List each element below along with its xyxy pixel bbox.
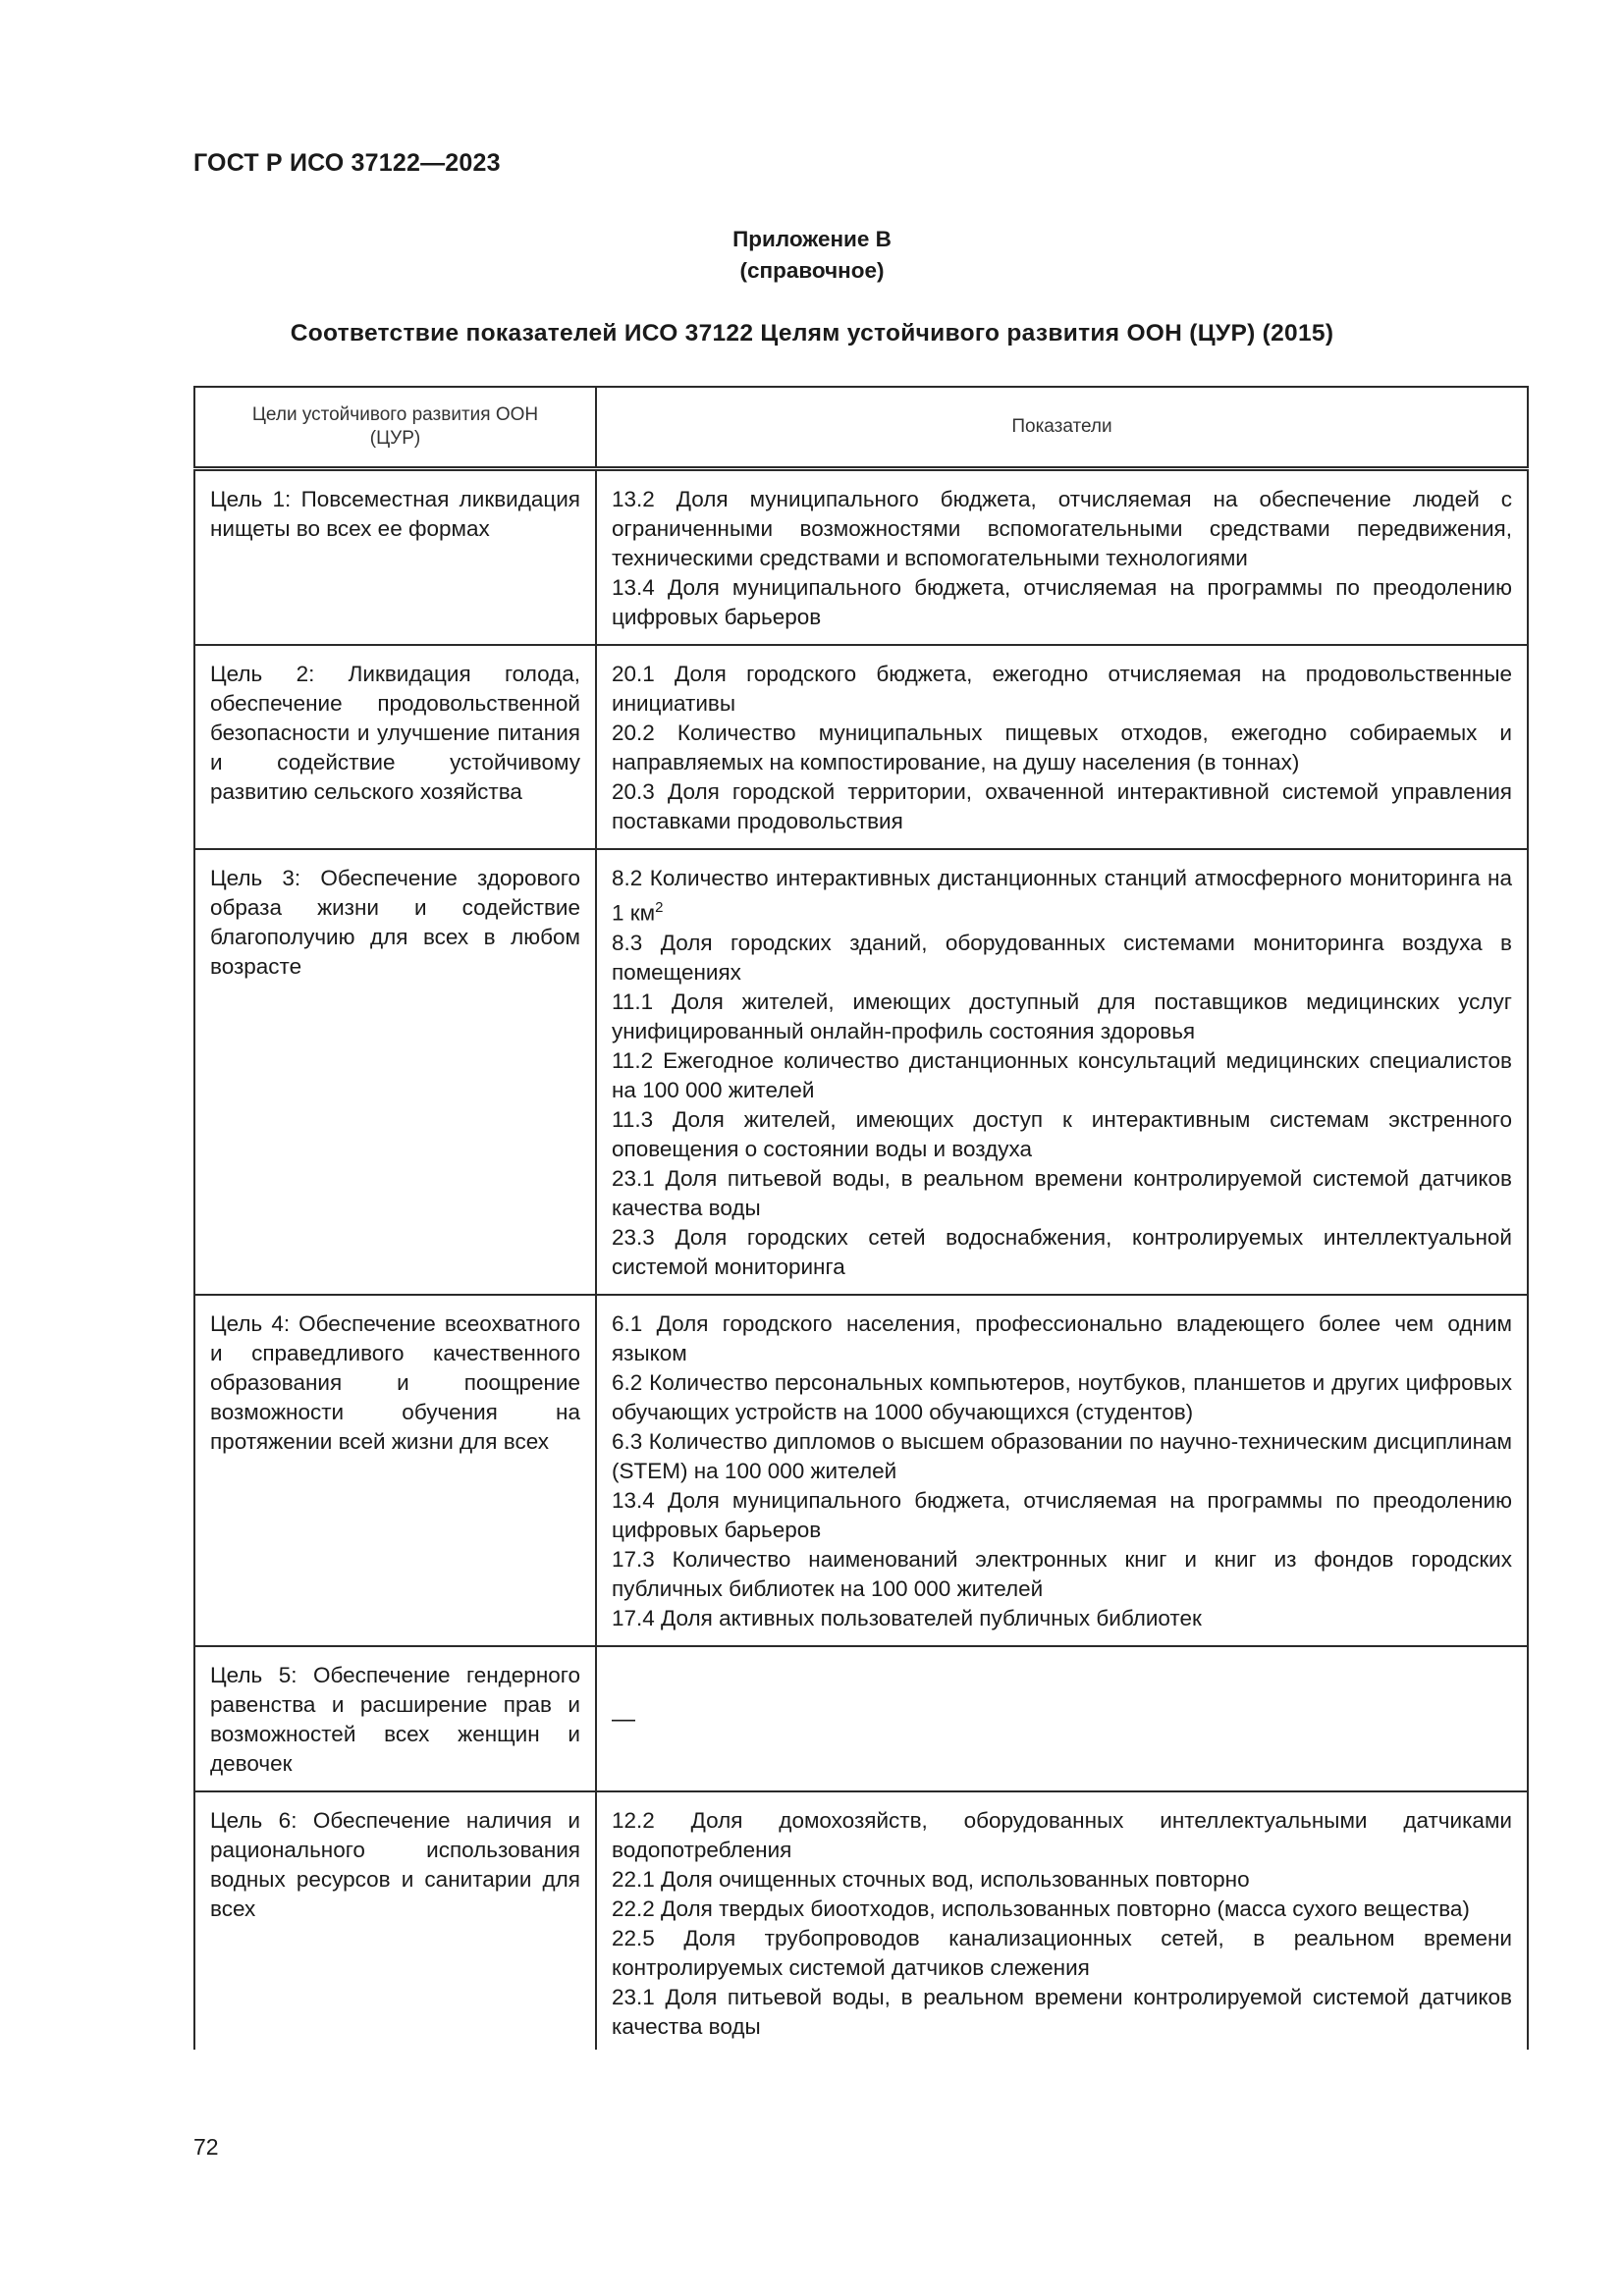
indicator-item: 11.3 Доля жителей, имеющих доступ к интерактивным системам экстренного оповещения о состоянии воды и воздуха [612, 1106, 1512, 1161]
document-code: ГОСТ Р ИСО 37122—2023 [193, 149, 501, 177]
table-row [194, 1791, 1528, 2050]
indicator-item: 22.1 Доля очищенных сточных вод, использованных повторно [612, 1866, 1250, 1892]
indicators-cell [596, 469, 1528, 646]
indicator-item: 23.1 Доля питьевой воды, в реальном времени контролируемой системой датчиков качества воды [612, 1165, 1512, 1220]
indicator-item: 11.2 Ежегодное количество дистанционных консультаций медицинских специалистов на 100 000 жителей [612, 1047, 1512, 1102]
indicator-item: 8.3 Доля городских зданий, оборудованных системами мониторинга воздуха в помещениях [612, 930, 1512, 985]
indicator-item [612, 864, 1512, 929]
indicator-item: 13.4 Доля муниципального бюджета, отчисляемая на программы по преодолению цифровых барьеров [612, 575, 1512, 629]
indicator-item: 20.3 Доля городской территории, охваченной интерактивной системой управления поставками продовольствия [612, 779, 1512, 833]
indicator-item: 12.2 Доля домохозяйств, оборудованных интеллектуальными датчиками водопотребления [612, 1807, 1512, 1862]
indicator-item: 17.4 Доля активных пользователей публичных библиотек [612, 1605, 1202, 1630]
header-goals-label: Цели устойчивого развития ООН (ЦУР) [251, 404, 539, 449]
annex-type: (справочное) [739, 258, 885, 283]
indicator-item: 13.4 Доля муниципального бюджета, отчисляемая на программы по преодолению цифровых барьеров [612, 1487, 1512, 1542]
header-indicators: Показатели [596, 387, 1528, 469]
indicators-cell [596, 849, 1528, 1295]
page-number: 72 [193, 2134, 219, 2160]
goal-cell: Цель 1: Повсеместная ликвидация нищеты во всех ее формах [194, 469, 596, 646]
table-row [194, 849, 1528, 1295]
indicator-text: 8.2 Количество интерактивных дистанционных станций атмосферного мониторинга на 1 км [612, 866, 1512, 926]
annex-heading [0, 224, 1624, 287]
table-header-row [194, 387, 1528, 469]
indicators-cell-empty [596, 1646, 1528, 1791]
goal-cell: Цель 3: Обеспечение здорового образа жизни и содействие благополучию для всех в любом возрасте [194, 849, 596, 1295]
indicator-item: 22.2 Доля твердых биоотходов, использованных повторно (масса сухого вещества) [612, 1896, 1470, 1921]
empty-dash: — [612, 1705, 635, 1733]
indicator-item: 23.3 Доля городских сетей водоснабжения, контролируемых интеллектуальной системой мониторинга [612, 1224, 1512, 1279]
goal-cell: Цель 4: Обеспечение всеохватного и справедливого качественного образования и поощрение возможности обучения на протяжении всей жизни для всех [194, 1295, 596, 1646]
indicator-item: 6.2 Количество персональных компьютеров, ноутбуков, планшетов и других цифровых обучающих устройств на 1000 обучающихся (студентов) [612, 1369, 1512, 1424]
table-row [194, 645, 1528, 849]
table-title: Соответствие показателей ИСО 37122 Целям устойчивого развития ООН (ЦУР) (2015) [290, 320, 1334, 347]
superscript: 2 [655, 899, 664, 916]
sdg-correspondence-table [193, 386, 1529, 2050]
indicator-item: 6.3 Количество дипломов о высшем образовании по научно-техническим дисциплинам (STEM) на 100 000 жителей [612, 1428, 1512, 1483]
indicator-item: 22.5 Доля трубопроводов канализационных сетей, в реальном времени контролируемых системой датчиков слежения [612, 1925, 1512, 1980]
indicators-cell [596, 645, 1528, 849]
table-row [194, 1646, 1528, 1791]
goal-cell: Цель 2: Ликвидация голода, обеспечение продовольственной безопасности и улучшение питания и содействие устойчивому развитию сельского хозяйства [194, 645, 596, 849]
indicator-item: 23.1 Доля питьевой воды, в реальном времени контролируемой системой датчиков качества воды [612, 1984, 1512, 2039]
indicator-item: 11.1 Доля жителей, имеющих доступный для поставщиков медицинских услуг унифицированный онлайн-профиль состояния здоровья [612, 988, 1512, 1043]
indicators-cell [596, 1295, 1528, 1646]
indicator-item: 20.2 Количество муниципальных пищевых отходов, ежегодно собираемых и направляемых на компостирование, на душу населения (в тоннах) [612, 721, 1512, 774]
indicators-cell [596, 1791, 1528, 2050]
indicator-item: 17.3 Количество наименований электронных книг и книг из фондов городских публичных библиотек на 100 000 жителей [612, 1546, 1512, 1601]
indicator-item: 20.1 Доля городского бюджета, ежегодно отчисляемая на продовольственные инициативы [612, 662, 1512, 716]
goal-cell: Цель 6: Обеспечение наличия и рационального использования водных ресурсов и санитарии для всех [194, 1791, 596, 2050]
goal-cell: Цель 5: Обеспечение гендерного равенства и расширение прав и возможностей всех женщин и девочек [194, 1646, 596, 1791]
header-goals [194, 387, 596, 469]
annex-title: Приложение В [732, 227, 892, 251]
indicator-item: 13.2 Доля муниципального бюджета, отчисляемая на обеспечение людей с ограниченными возможностями вспомогательными средствами передвижения, техническими средствами и вспомогательными технологиями [612, 487, 1512, 570]
table-row [194, 469, 1528, 646]
indicator-item: 6.1 Доля городского населения, профессионально владеющего более чем одним языком [612, 1310, 1512, 1365]
table-row [194, 1295, 1528, 1646]
